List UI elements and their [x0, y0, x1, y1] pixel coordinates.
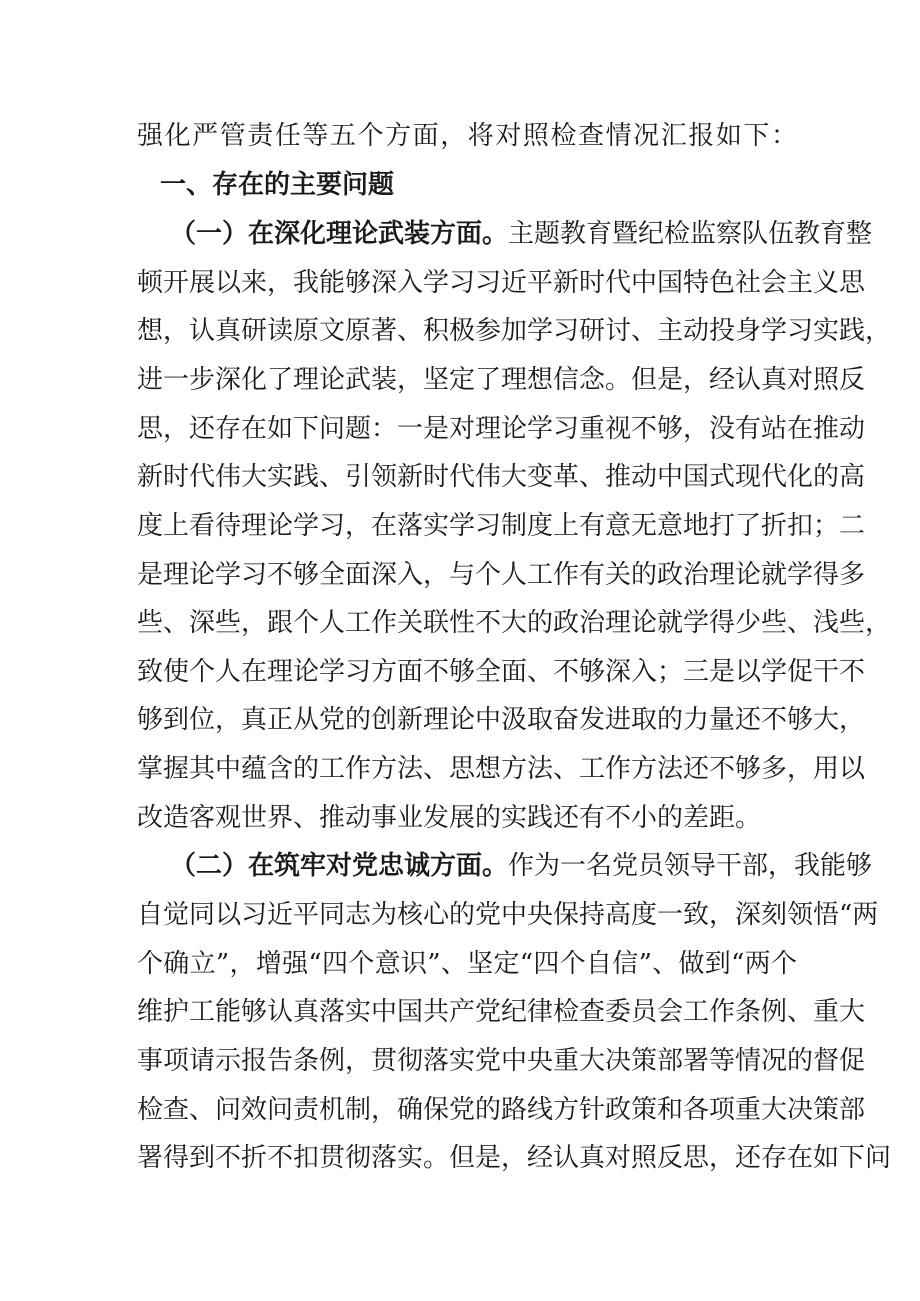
p2-title: （二）在筑牢对党忠诚方面。 — [170, 851, 509, 881]
p1-line: 致使个人在理论学习方面不够全面、不够深入；三是以学促干不 — [137, 657, 866, 687]
p2-line: 自觉同以习近平同志为核心的党中央保持高度一致，深刻领悟“两 — [137, 900, 879, 930]
p2-first-line-rest: 作为一名党员领导干部，我能够 — [508, 851, 873, 881]
p1-line-last: 改造客观世界、推动事业发展的实践还有不小的差距。 — [137, 803, 762, 833]
p2-line: 署得到不折不扣贯彻落实。但是，经认真对照反思，还存在如下问 — [137, 1143, 892, 1173]
p1-line: 思，还存在如下问题：一是对理论学习重视不够，没有站在推动 — [137, 414, 866, 444]
p1-first-line — [170, 214, 873, 254]
p1-title: （一）在深化理论武装方面。 — [170, 219, 509, 249]
p1-line: 掌握其中蕴含的工作方法、思想方法、工作方法还不够多，用以 — [137, 754, 866, 784]
p1-line: 是理论学习不够全面深入，与个人工作有关的政治理论就学得多 — [137, 560, 866, 590]
p2-line: 事项请示报告条例，贯彻落实党中央重大决策部署等情况的督促 — [137, 1046, 866, 1076]
intro-line: 强化严管责任等五个方面，将对照检查情况汇报如下： — [137, 121, 797, 151]
p2-first-line — [170, 846, 873, 886]
p2-line: 个确立”，增强“四个意识”、坚定“四个自信”、做到“两个 — [137, 949, 797, 979]
p1-line: 新时代伟大实践、引领新时代伟大变革、推动中国式现代化的高 — [137, 462, 866, 492]
p1-line: 度上看待理论学习，在落实学习制度上有意无意地打了折扣；二 — [137, 511, 866, 541]
p1-line: 够到位，真正从党的创新理论中汲取奋发进取的力量还不够大， — [137, 705, 866, 735]
p1-first-line-rest: 主题教育暨纪检监察队伍教育整 — [508, 219, 873, 249]
p1-line: 想，认真研读原文原著、积极参加学习研讨、主动投身学习实践， — [137, 316, 892, 346]
p1-line: 顿开展以来，我能够深入学习习近平新时代中国特色社会主义思 — [137, 268, 866, 298]
section-heading: 一、存在的主要问题 — [160, 170, 395, 200]
p2-line: 维护工能够认真落实中国共产党纪律检查委员会工作条例、重大 — [137, 997, 866, 1027]
p1-line: 进一步深化了理论武装，坚定了理想信念。但是，经认真对照反 — [137, 365, 866, 395]
p2-line: 检查、问效问责机制，确保党的路线方针政策和各项重大决策部 — [137, 1095, 866, 1125]
p1-line: 些、深些，跟个人工作关联性不大的政治理论就学得少些、浅些， — [137, 608, 892, 638]
